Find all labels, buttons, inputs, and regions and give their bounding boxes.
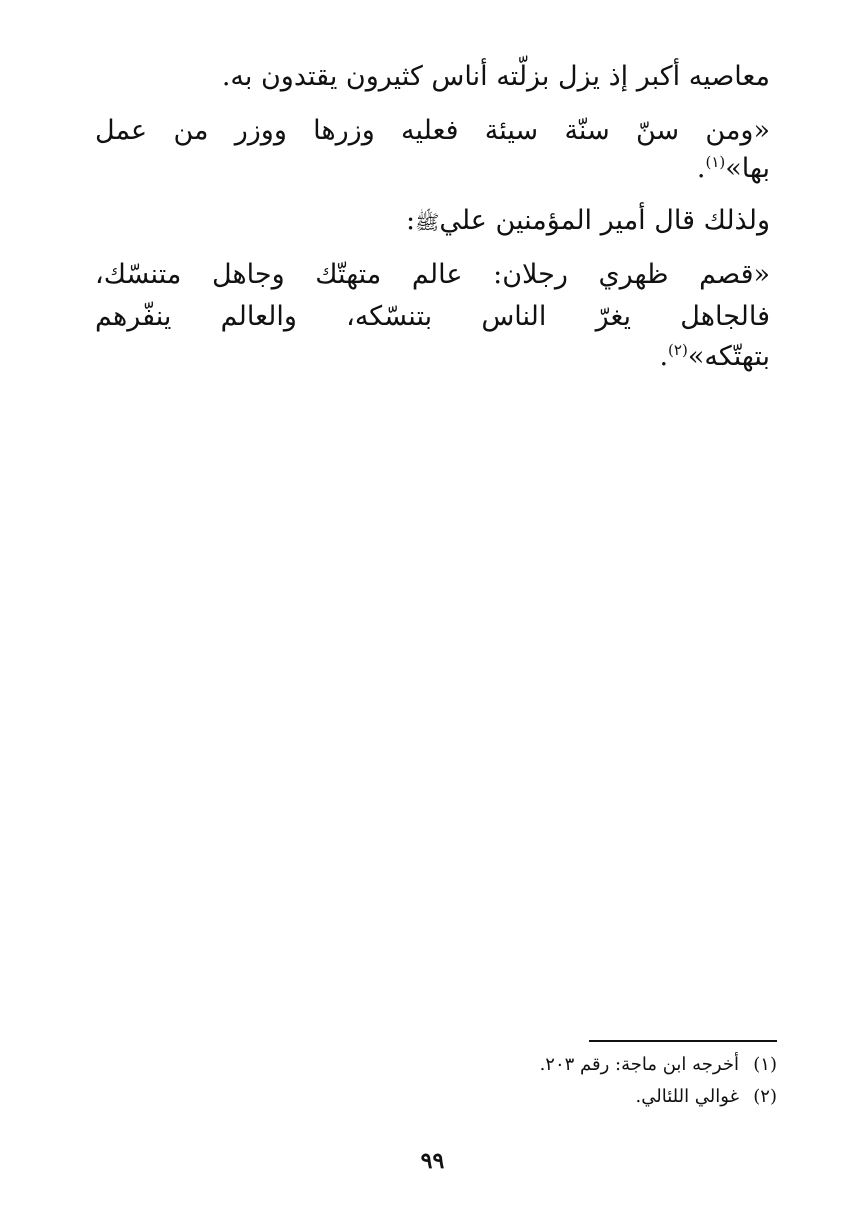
page-number: ٩٩ xyxy=(420,1148,445,1174)
honorific-glyph: ﷺ xyxy=(415,210,440,234)
footnote-text: غوالي اللئالي. xyxy=(635,1086,739,1107)
quote2-line-1 xyxy=(95,256,770,294)
footnote-ref-1[interactable]: (١) xyxy=(705,153,726,171)
footnote-text: أخرجه ابن ماجة: رقم ٢٠٣. xyxy=(539,1054,739,1075)
footnote-number: (٢) xyxy=(753,1086,777,1107)
body-line-1 xyxy=(222,58,770,96)
quote1-line-2 xyxy=(697,150,770,188)
quote-text: «قصم ظهري رجلان: عالم متهتّك وجاهل متنسّك، xyxy=(95,259,770,290)
body-line-intro xyxy=(406,202,770,241)
body-text: ولذلك قال أمير المؤمنين علي xyxy=(439,205,770,236)
footnote-divider xyxy=(589,1040,777,1042)
footnote-2 xyxy=(636,1084,778,1110)
punctuation: . xyxy=(659,341,669,372)
quote-text: بها» xyxy=(725,153,770,184)
quote-text: «ومن سنّ سنّة سيئة فعليه وزرها ووزر من عمل xyxy=(95,115,770,146)
body-text: معاصيه أكبر إذ يزل بزلّته أناس كثيرون يقتدون به. xyxy=(221,61,770,92)
quote-text: فالجاهل يغرّ الناس بتنسّكه، والعالم ينفّرهم xyxy=(95,301,770,332)
footnote-number: (١) xyxy=(753,1054,777,1075)
quote2-line-2 xyxy=(95,298,770,336)
footnote-ref-2[interactable]: (٢) xyxy=(668,341,688,359)
quote2-line-3 xyxy=(659,338,770,376)
footnote-1 xyxy=(540,1052,777,1078)
quote-text: بتهتّكه» xyxy=(687,341,770,372)
punctuation: : xyxy=(406,205,416,236)
quote1-line-1 xyxy=(95,112,770,150)
punctuation: . xyxy=(696,153,706,184)
